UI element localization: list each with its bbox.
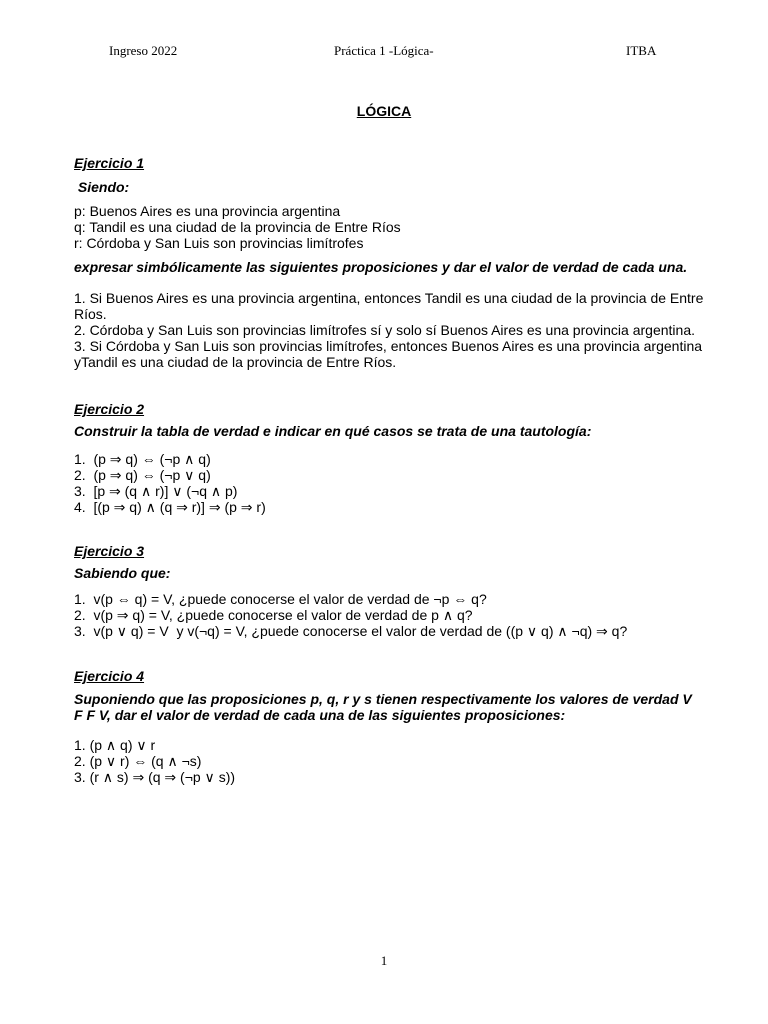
header-left: Ingreso 2022 bbox=[109, 43, 178, 58]
header-right: ITBA bbox=[626, 43, 657, 58]
page-number: 1 bbox=[380, 953, 388, 968]
list-item: 1. v(p ⇔ q) = V, ¿puede conocerse el valor de verdad de ¬p ⇔ q? bbox=[74, 591, 487, 607]
list-item: 2. (p ∨ r) ⇔ (q ∧ ¬s) bbox=[74, 753, 202, 769]
list-item: 2. (p ⇒ q) ⇔ (¬p ∨ q) bbox=[74, 467, 211, 483]
list-item: 3. (r ∧ s) ⇒ (q ⇒ (¬p ∨ s)) bbox=[74, 769, 236, 785]
ejercicio-1-heading: Ejercicio 1 bbox=[74, 155, 145, 171]
proposition-q: q: Tandil es una ciudad de la provincia de Entre Ríos bbox=[74, 219, 401, 235]
list-item: 3. [p ⇒ (q ∧ r)] ∨ (¬q ∧ p) bbox=[74, 483, 238, 499]
list-item: 2. Córdoba y San Luis son provincias limítrofes sí y solo sí Buenos Aires es una provincia argentina. bbox=[74, 322, 695, 338]
ejercicio-4-list bbox=[74, 737, 704, 785]
list-item: 1. Si Buenos Aires es una provincia argentina, entonces Tandil es una ciudad de la provincia de Entre Ríos. bbox=[74, 290, 704, 322]
ejercicio-1-instruction: expresar simbólicamente las siguientes proposiciones y dar el valor de verdad de cada una. bbox=[74, 259, 688, 275]
ejercicio-2-list bbox=[74, 451, 704, 515]
ejercicio-3-heading: Ejercicio 3 bbox=[74, 543, 145, 559]
list-item: 3. Si Córdoba y San Luis son provincias limítrofes, entonces Buenos Aires es una provincia argentina yTandil es una ciudad de la provincia de Entre Ríos. bbox=[74, 338, 703, 370]
ejercicio-3-instruction: Sabiendo que: bbox=[74, 565, 171, 581]
proposition-r: r: Córdoba y San Luis son provincias limítrofes bbox=[74, 235, 364, 251]
list-item: 1. (p ∧ q) ∨ r bbox=[74, 737, 156, 753]
list-item: 1. (p ⇒ q) ⇔ (¬p ∧ q) bbox=[74, 451, 211, 467]
ejercicio-1-siendo: Siendo: bbox=[74, 179, 130, 195]
proposition-p: p: Buenos Aires es una provincia argentina bbox=[74, 203, 341, 219]
header-center: Práctica 1 -Lógica- bbox=[334, 43, 434, 58]
page-title: LÓGICA bbox=[356, 103, 412, 119]
list-item: 2. v(p ⇒ q) = V, ¿puede conocerse el valor de verdad de p ∧ q? bbox=[74, 607, 473, 623]
document-body bbox=[74, 155, 704, 785]
ejercicio-1-propositions bbox=[74, 203, 704, 251]
ejercicio-4-heading: Ejercicio 4 bbox=[74, 668, 145, 684]
ejercicio-2-instruction: Construir la tabla de verdad e indicar en qué casos se trata de una tautología: bbox=[74, 423, 592, 439]
list-item: 4. [(p ⇒ q) ∧ (q ⇒ r)] ⇒ (p ⇒ r) bbox=[74, 499, 266, 515]
ejercicio-3-list bbox=[74, 591, 704, 639]
ejercicio-2-heading: Ejercicio 2 bbox=[74, 401, 145, 417]
ejercicio-1-list bbox=[74, 290, 704, 370]
ejercicio-4-instruction: Suponiendo que las proposiciones p, q, r y s tienen respectivamente los valores de verdad V F F V, dar el valor de verdad de cada una de las siguientes proposiciones: bbox=[74, 691, 692, 723]
list-item: 3. v(p ∨ q) = V y v(¬q) = V, ¿puede conocerse el valor de verdad de ((p ∨ q) ∧ ¬q) ⇒ q? bbox=[74, 623, 628, 639]
